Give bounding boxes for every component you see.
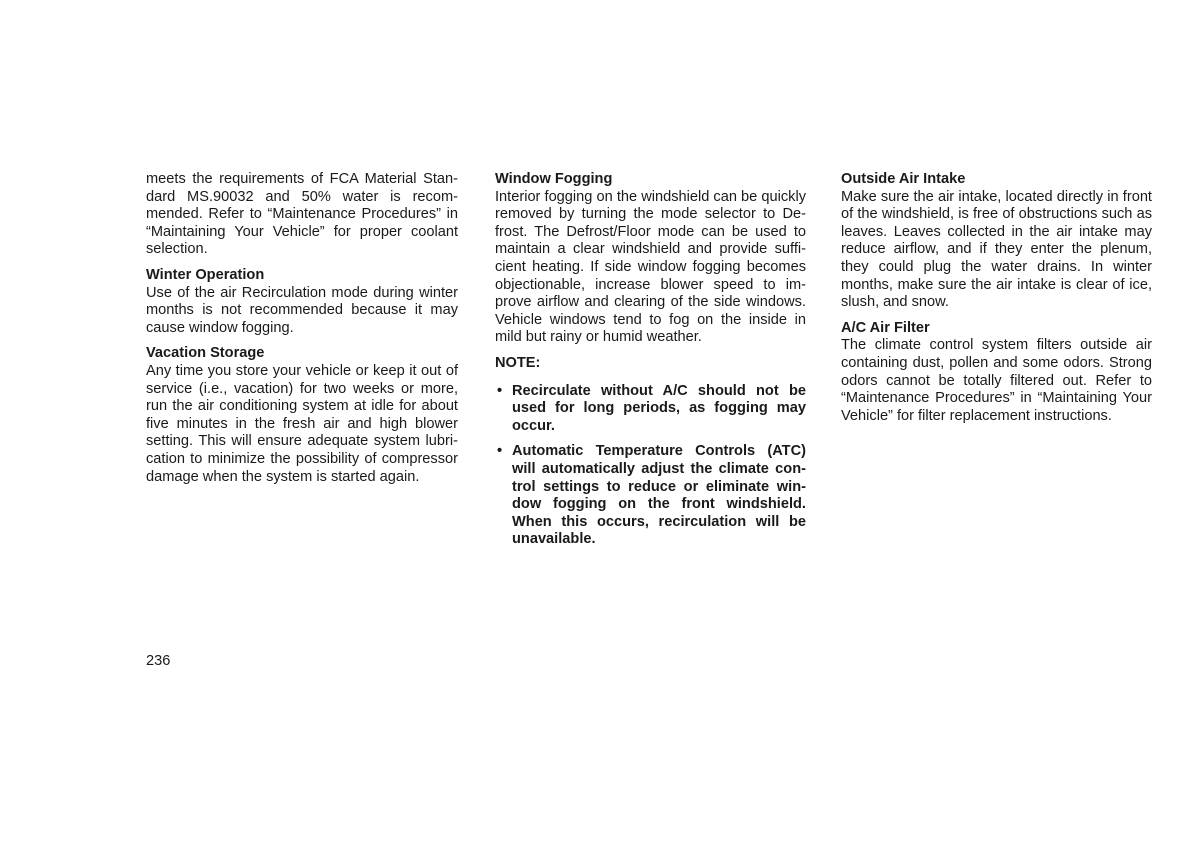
note-item-atc — [495, 443, 806, 549]
coolant-continuation-text: meets the requirements of FCA Material Standard MS.90032 and 50% water is recommended. Refer to “Maintenance Procedures” in “Maintaining Your Vehicle” for proper coolant selection. — [146, 171, 458, 258]
note-item-text: Recirculate without A/C should not be used for long periods, as fogging may occur. — [512, 382, 806, 434]
window-fogging-heading: Window Fogging — [495, 171, 613, 187]
outside-air-intake-heading: Outside Air Intake — [841, 171, 966, 187]
page-number: 236 — [146, 653, 171, 669]
vacation-storage-text: Any time you store your vehicle or keep it out of service (i.e., vacation) for two weeks or more, run the air conditioning system at idle for about five minutes in the fresh air and high blower setting. This will ensure adequate system lubrication to minimize the possibility of compressor damage when the system is started again. — [146, 362, 458, 485]
note-list — [495, 383, 806, 549]
ac-air-filter-heading: A/C Air Filter — [841, 319, 930, 336]
window-fogging-text: Interior fogging on the windshield can be quickly removed by turning the mode selector to Defrost. The Defrost/Floor mode can be used to maintain a clear windshield and provide sufficient heating. If side window fogging becomes objectionable, increase blower speed to improve airflow and clearing of the side windows. Vehicle windows tend to fog on the inside in mild but rainy or humid weather. — [495, 188, 806, 346]
ac-air-filter-text: The climate control system filters outside air containing dust, pollen and some odors. Strong odors cannot be totally filtered out. Refer to “Maintenance Procedures” in “Maintaining Your Vehicle” for filter replacement instructions. — [841, 337, 1152, 424]
middle-column — [495, 171, 806, 557]
winter-operation-text: Use of the air Recirculation mode during winter months is not recommended because it may cause window fogging. — [146, 284, 458, 336]
winter-operation-heading: Winter Operation — [146, 266, 265, 283]
note-item-recirculate — [495, 383, 806, 436]
right-column — [841, 171, 1152, 425]
note-heading: NOTE: — [495, 354, 541, 371]
note-item-text: Automatic Temperature Controls (ATC) will automatically adjust the climate control settings to reduce or eliminate window fogging on the front windshield. When this occurs, recirculation will be unavailable. — [512, 443, 806, 548]
bullet-icon: • — [497, 443, 503, 460]
bullet-icon: • — [497, 382, 503, 399]
left-column — [146, 171, 458, 486]
outside-air-intake-text: Make sure the air intake, located directly in front of the windshield, is free of obstructions such as leaves. Leaves collected in the air intake may reduce airflow, and if they enter the plenum, they could plug the water drains. In winter months, make sure the air intake is clear of ice, slush, and snow. — [841, 188, 1152, 311]
vacation-storage-heading: Vacation Storage — [146, 345, 265, 362]
